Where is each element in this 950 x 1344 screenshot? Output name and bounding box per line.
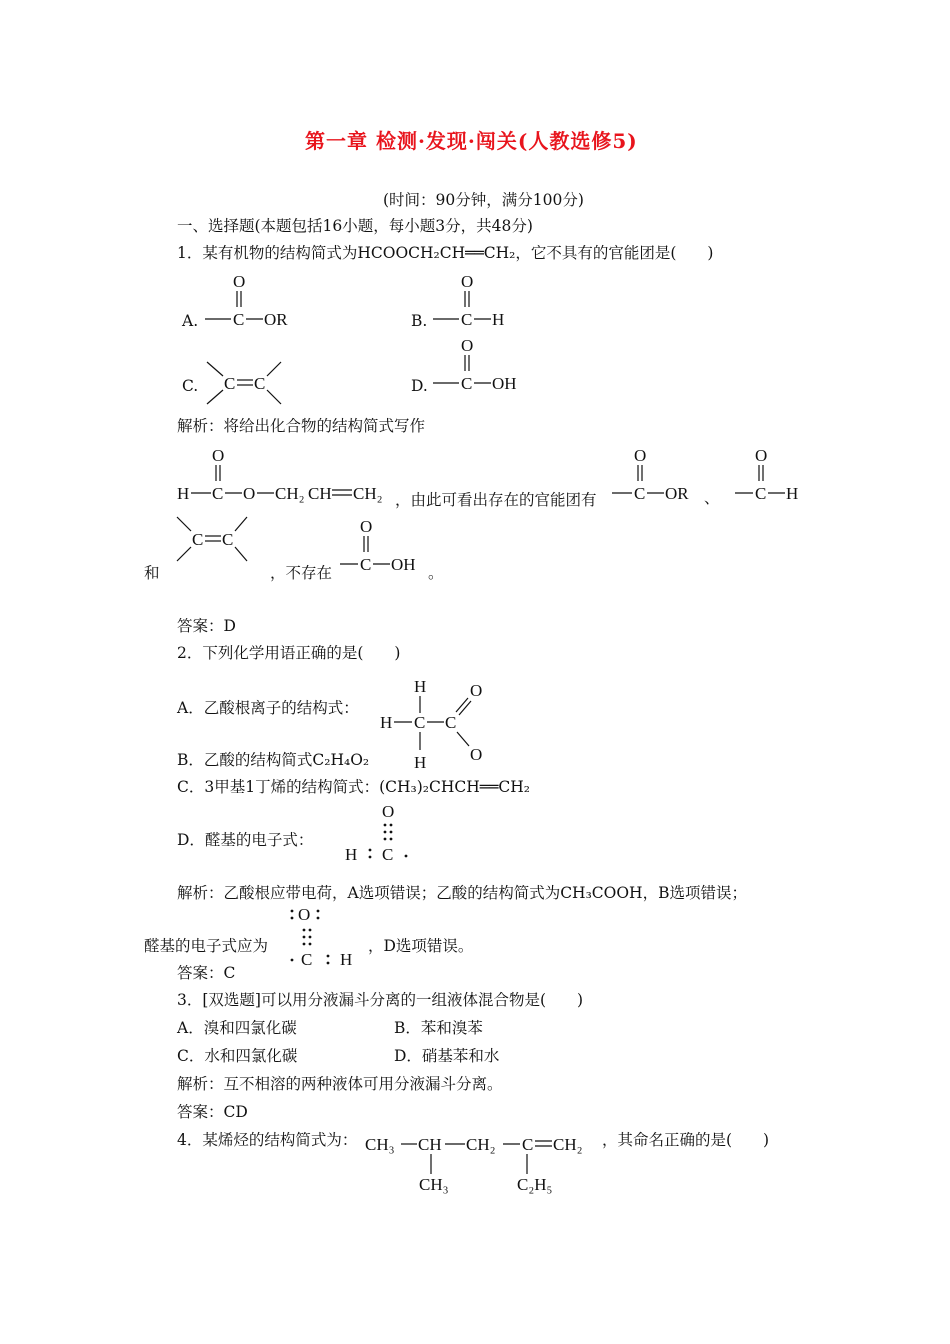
carbon-atom: C: [522, 1135, 534, 1154]
q1-analysis: 解析：将给出化合物的结构简式写作: [177, 417, 426, 435]
q1-not-exist: ，不存在: [270, 564, 333, 582]
q1-option-a-structure: [205, 270, 315, 330]
carbon-atom: C: [382, 845, 394, 864]
page-title: 第一章 检测·发现·闯关(人教选修5): [305, 129, 638, 153]
carbon-atom: C: [414, 713, 426, 732]
oh-group: OH: [492, 374, 517, 393]
time-info: (时间：90分钟，满分100分): [383, 191, 584, 209]
q1-option-d-label: D.: [411, 377, 428, 395]
q1-option-c-structure: [205, 358, 285, 408]
q3-option-d: D．硝基苯和水: [394, 1047, 500, 1065]
q1-separator: 、: [704, 489, 720, 507]
ch-group: CH: [308, 484, 332, 503]
hydrogen-atom: H: [414, 753, 427, 772]
q1-ester-structure: [612, 444, 697, 504]
ch2-group: CH₂: [466, 1135, 496, 1154]
q4-tail: ，其命名正确的是( ): [602, 1131, 770, 1149]
carbon-atom: C: [445, 713, 457, 732]
q3-answer: 答案：CD: [177, 1103, 248, 1121]
q2-acetate-structure: [380, 676, 500, 771]
q1-and: 和: [144, 564, 160, 582]
q2-stem: 2．下列化学用语正确的是( ): [177, 644, 401, 662]
q1-analysis-mid: ，由此可看出存在的官能团有: [395, 491, 597, 509]
q2-option-b: B．乙酸的结构简式C₂H₄O₂: [177, 751, 370, 769]
carbon-atom: C: [461, 374, 473, 393]
q2-option-a: A．乙酸根离子的结构式：: [177, 699, 359, 717]
q3-analysis: 解析：互不相溶的两种液体可用分液漏斗分离。: [177, 1075, 503, 1093]
q1-answer: 答案：D: [177, 617, 236, 635]
q1-period: 。: [428, 564, 444, 582]
or-group: OR: [665, 484, 689, 503]
q1-option-a-label: A.: [182, 312, 199, 330]
q1-stem: 1．某有机物的结构简式为HCOOCH₂CH══CH₂，它不具有的官能团是( ): [177, 244, 714, 262]
oxygen-atom: O: [233, 272, 246, 291]
oxygen-atom: O: [461, 272, 474, 291]
q2-analysis-2b: ，D选项错误。: [368, 937, 474, 955]
hydrogen-atom: H: [786, 484, 799, 503]
or-group: OR: [264, 310, 288, 329]
q3-stem: 3．[双选题]可以用分液漏斗分离的一组液体混合物是( ): [177, 991, 584, 1009]
oxygen-atom: O: [212, 446, 225, 465]
carbon-atom: C: [222, 530, 234, 549]
q1-aldehyde-structure: [735, 444, 810, 504]
q3-option-c: C．水和四氯化碳: [177, 1047, 298, 1065]
oh-group: OH: [391, 555, 416, 574]
q2-answer: 答案：C: [177, 964, 236, 982]
oxygen-atom: O: [470, 681, 483, 700]
carbon-atom: C: [301, 950, 313, 969]
hydrogen-atom: H: [380, 713, 393, 732]
oxygen-atom: O: [470, 745, 483, 764]
q2-d-electron-formula: [345, 800, 425, 865]
q2-analysis-2a: 醛基的电子式应为: [144, 937, 269, 955]
ch2-group: CH₂: [553, 1135, 583, 1154]
carbon-atom: C: [192, 530, 204, 549]
q2-option-c: C．3甲基1丁烯的结构简式：(CH₃)₂CHCH══CH₂: [177, 778, 530, 796]
hydrogen-atom: H: [492, 310, 505, 329]
hydrogen-atom: H: [414, 677, 427, 696]
carbon-atom: C: [755, 484, 767, 503]
carbon-atom: C: [233, 310, 245, 329]
carbon-atom: C: [254, 374, 266, 393]
oxygen-atom: O: [298, 905, 311, 924]
oxygen-atom: O: [634, 446, 647, 465]
q4-stem: 4．某烯烃的结构简式为：: [177, 1131, 358, 1149]
oxygen-atom: O: [382, 802, 395, 821]
q1-carboxyl-structure: [340, 515, 430, 575]
ch3-group: CH₃: [365, 1135, 395, 1154]
q2-analysis: 解析：乙酸根应带电荷，A选项错误；乙酸的结构简式为CH₃COOH，B选项错误；: [177, 884, 747, 902]
section-heading: 一、选择题(本题包括16小题，每小题3分，共48分): [177, 217, 533, 235]
oxygen-atom: O: [755, 446, 768, 465]
oxygen-atom: O: [243, 484, 256, 503]
q3-option-b: B．苯和溴苯: [394, 1019, 483, 1037]
ch3-group: CH₃: [419, 1175, 449, 1194]
q3-option-a: A．溴和四氯化碳: [177, 1019, 297, 1037]
hydrogen-atom: H: [340, 950, 353, 969]
hydrogen-atom: H: [177, 484, 190, 503]
carbon-atom: C: [212, 484, 224, 503]
ch-group: CH: [418, 1135, 442, 1154]
carbon-atom: C: [224, 374, 236, 393]
ch2-group: CH₂: [353, 484, 383, 503]
q2-correct-electron-formula: [288, 902, 368, 970]
q1-option-b-structure: [433, 270, 523, 330]
c2h5-group: C₂H₅: [517, 1175, 553, 1194]
q1-option-c-label: C.: [182, 377, 199, 395]
carbon-atom: C: [360, 555, 372, 574]
q1-formula-structure: [177, 444, 407, 504]
q2-option-d: D．醛基的电子式：: [177, 831, 314, 849]
oxygen-atom: O: [461, 336, 474, 355]
q1-alkene-structure: [175, 515, 255, 565]
carbon-atom: C: [461, 310, 473, 329]
ch2-group: CH₂: [275, 484, 305, 503]
hydrogen-atom: H: [345, 845, 358, 864]
q4-alkene-structure: [365, 1128, 595, 1198]
q1-option-b-label: B.: [411, 312, 428, 330]
oxygen-atom: O: [360, 517, 373, 536]
carbon-atom: C: [634, 484, 646, 503]
q1-option-d-structure: [433, 334, 533, 394]
